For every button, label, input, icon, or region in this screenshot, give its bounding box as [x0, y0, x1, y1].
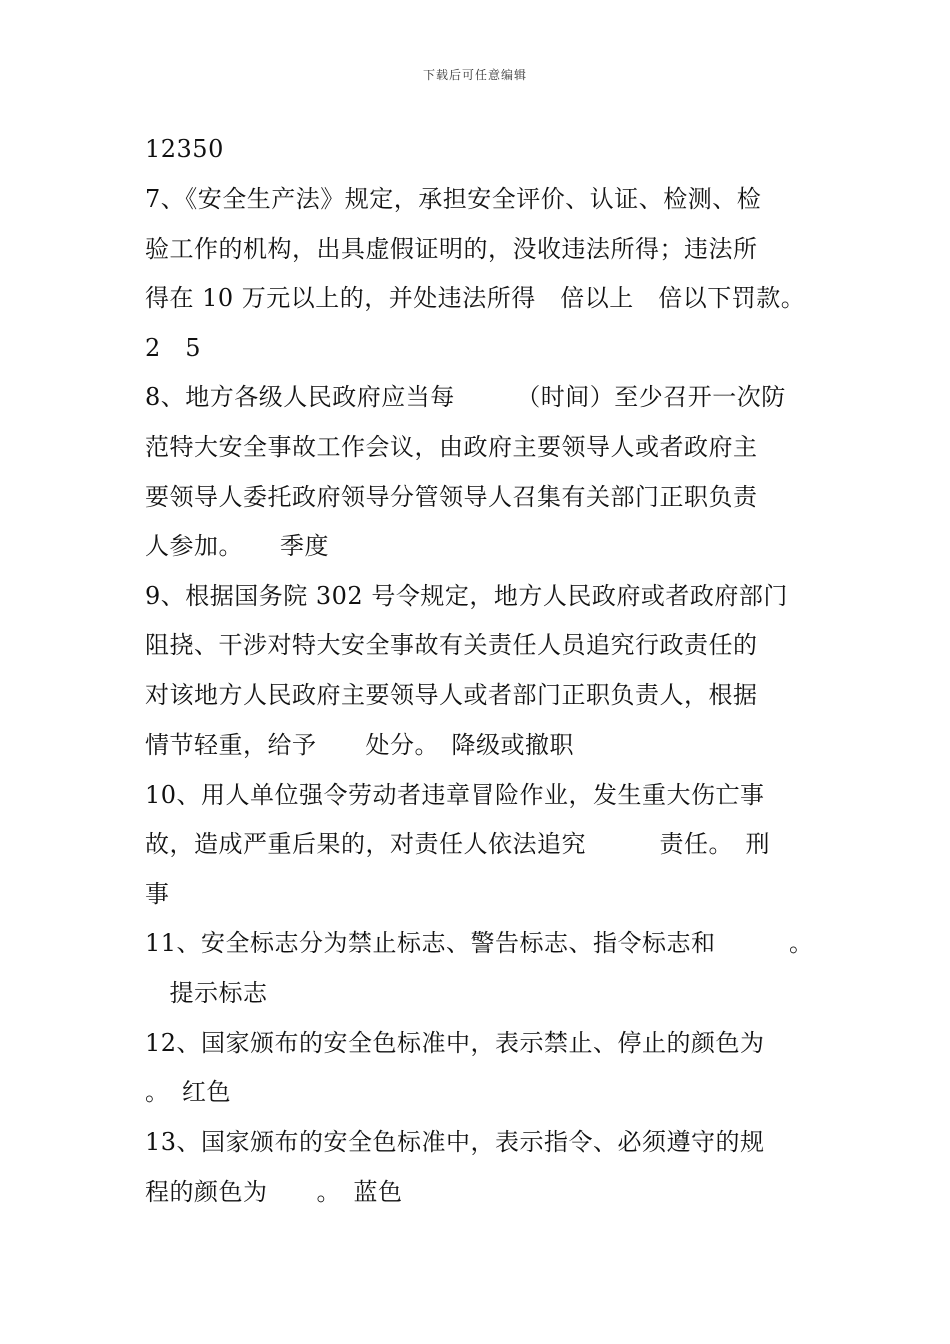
text-line: 阻挠、干涉对特大安全事故有关责任人员追究行政责任的 [145, 631, 758, 659]
text-line: 验工作的机构，出具虚假证明的，没收违法所得；违法所 [145, 235, 758, 263]
text-line: 事 [145, 880, 170, 908]
page-header: 下载后可任意编辑 [422, 68, 527, 82]
text-line: 故，造成严重后果的，对责任人依法追究 责任。 刑 [145, 830, 770, 858]
text-line: 12、国家颁布的安全色标准中，表示禁止、停止的颜色为 [145, 1029, 765, 1057]
text-line: 程的颜色为 。 蓝色 [145, 1178, 403, 1206]
text-line: 情节轻重，给予 处分。 降级或撤职 [145, 731, 574, 759]
text-line: 9、根据国务院 302 号令规定，地方人民政府或者政府部门 [145, 582, 788, 610]
text-line: 12350 [145, 135, 224, 163]
text-line: 11、安全标志分为禁止标志、警告标志、指令标志和 。 [145, 929, 814, 957]
text-line: 人参加。 季度 [145, 532, 329, 560]
text-line: 7、《安全生产法》规定，承担安全评价、认证、检测、检 [145, 185, 762, 213]
text-line: 。 红色 [145, 1078, 231, 1106]
text-line: 10、用人单位强令劳动者违章冒险作业，发生重大伤亡事 [145, 781, 765, 809]
text-line: 提示标志 [145, 979, 268, 1007]
text-line: 范特大安全事故工作会议，由政府主要领导人或者政府主 [145, 433, 758, 461]
text-line: 13、国家颁布的安全色标准中，表示指令、必须遵守的规 [145, 1128, 765, 1156]
text-line: 得在 10 万元以上的，并处违法所得 倍以上 倍以下罚款。 [145, 284, 806, 312]
text-line: 对该地方人民政府主要领导人或者部门正职负责人，根据 [145, 681, 758, 709]
text-line: 2 5 [145, 334, 202, 362]
text-line: 8、地方各级人民政府应当每 （时间）至少召开一次防 [145, 383, 786, 411]
text-line: 要领导人委托政府领导分管领导人召集有关部门正职负责 [145, 483, 758, 511]
